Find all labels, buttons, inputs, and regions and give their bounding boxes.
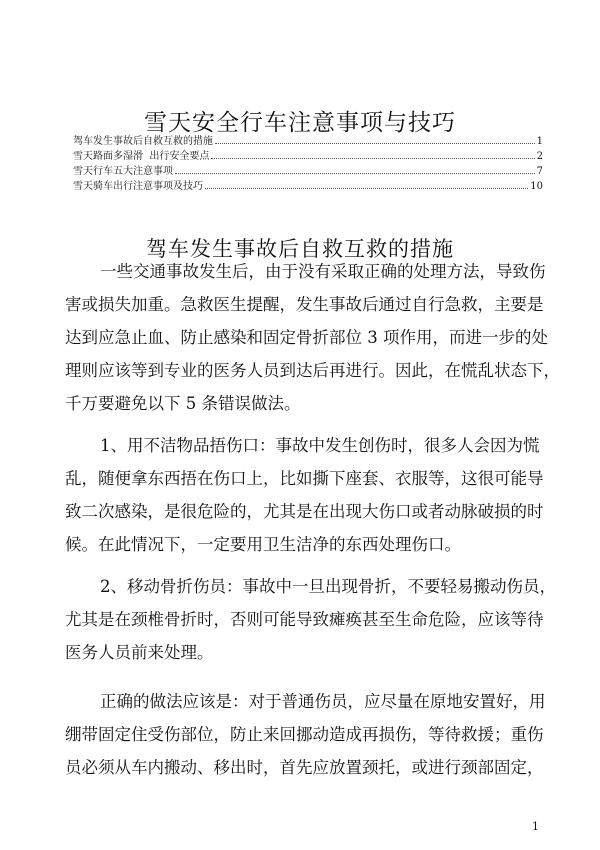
toc-label: 雪天骑车出行注意事项及技巧 bbox=[73, 181, 203, 192]
section-heading: 驾车发生事故后自救互救的措施 bbox=[146, 237, 454, 261]
toc-leader bbox=[175, 165, 535, 174]
body-line: 1、用不洁物品捂伤口：事故中发生创伤时，很多人会因为慌 bbox=[100, 436, 540, 455]
body-line: 乱，随便拿东西捂在伤口上，比如撕下座套、衣服等，这很可能导 bbox=[65, 469, 544, 488]
toc-entry[interactable] bbox=[73, 149, 543, 164]
body-line: 绷带固定住受伤部位，防止来回挪动造成再损伤，等待救援；重伤 bbox=[65, 725, 544, 744]
toc-leader bbox=[215, 135, 535, 144]
toc-page: 1 bbox=[536, 136, 543, 147]
body-line: 害或损失加重。急救医生提醒，发生事故后通过自行急救，主要是 bbox=[65, 295, 544, 314]
toc-page: 10 bbox=[530, 181, 543, 192]
toc-page: 2 bbox=[536, 151, 543, 162]
body-line: 理则应该等到专业的医务人员到达后再进行。因此，在慌乱状态下， bbox=[65, 361, 560, 380]
body-line: 尤其是在颈椎骨折时，否则可能导致瘫痪甚至生命危险，应该等待 bbox=[65, 610, 544, 629]
table-of-contents bbox=[73, 134, 543, 194]
body-line: 千万要避免以下 5 条错误做法。 bbox=[65, 394, 301, 413]
toc-entry[interactable] bbox=[73, 164, 543, 179]
body-line: 致二次感染，是很危险的，尤其是在出现大伤口或者动脉破损的时 bbox=[65, 502, 544, 521]
page-number: 1 bbox=[532, 820, 539, 833]
toc-label: 雪天行车五大注意事项 bbox=[73, 166, 173, 177]
body-line: 2、移动骨折伤员：事故中一旦出现骨折，不要轻易搬动伤员， bbox=[100, 577, 556, 596]
body-line: 医务人员前来处理。 bbox=[65, 643, 214, 662]
body-line: 一些交通事故发生后，由于没有采取正确的处理方法，导致伤 bbox=[100, 262, 546, 281]
toc-page: 7 bbox=[536, 166, 543, 177]
toc-entry[interactable] bbox=[73, 179, 543, 194]
toc-label: 驾车发生事故后自救互救的措施 bbox=[73, 136, 213, 147]
toc-leader bbox=[211, 150, 534, 159]
document-title: 雪天安全行车注意事项与技巧 bbox=[144, 110, 456, 136]
toc-entry[interactable] bbox=[73, 134, 543, 149]
body-line: 员必须从车内搬动、移出时，首先应放置颈托，或进行颈部固定， bbox=[65, 758, 544, 777]
body-line: 候。在此情况下，一定要用卫生洁净的东西处理伤口。 bbox=[65, 535, 461, 554]
toc-leader bbox=[205, 180, 528, 189]
toc-label: 雪天路面多湿滑 出行安全要点 bbox=[73, 151, 210, 162]
body-line: 正确的做法应该是：对于普通伤员，应尽量在原地安置好，用 bbox=[100, 692, 546, 711]
body-line: 达到应急止血、防止感染和固定骨折部位 3 项作用，而进一步的处 bbox=[65, 328, 548, 347]
